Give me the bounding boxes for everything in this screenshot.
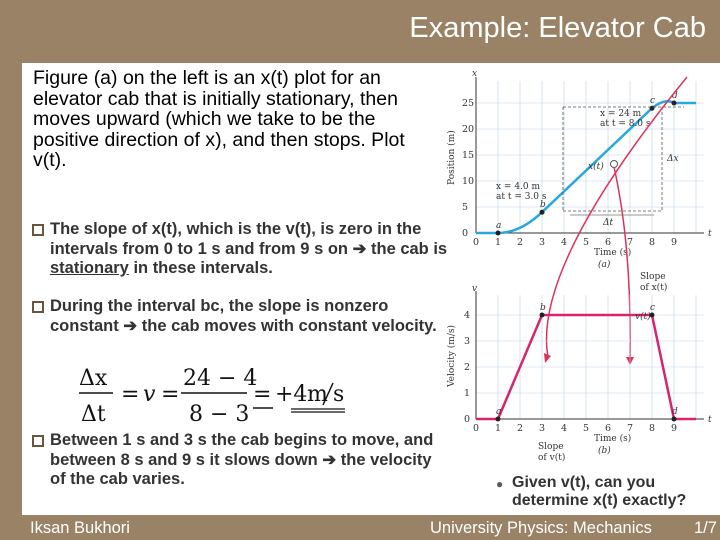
position-xlabel: Time (s)	[594, 248, 632, 258]
xt-label: x(t)	[588, 162, 604, 172]
point-marker	[540, 313, 545, 318]
slope-label-top: Slope	[640, 272, 666, 282]
position-graph	[446, 69, 712, 270]
intro-text: Figure (a) on the left is an x(t) plot for an elevator cab that is initially stationary, then moves upward (which we take to be the positive direction of x), and then stops. Plot v(t).	[33, 67, 405, 171]
xtick-label: 6	[605, 423, 612, 434]
checkbox-bullet-icon	[32, 301, 44, 313]
xtick-label: 5	[583, 237, 590, 248]
point-label: a	[496, 221, 502, 231]
xtick-label: 5	[583, 423, 590, 434]
xtick-label: 2	[517, 423, 524, 434]
svg-text:8 − 3: 8 − 3	[189, 402, 250, 427]
position-caption: (a)	[598, 260, 611, 270]
footer-course: University Physics: Mechanics	[430, 519, 652, 537]
content-panel	[22, 63, 720, 515]
svg-text:Δt: Δt	[81, 402, 106, 427]
xtick-label: 0	[473, 423, 480, 434]
bullet-text: During the interval bc, the slope is nonzero constant ➔ the cab moves with constant velocity.	[50, 297, 437, 335]
xtick-label: 3	[539, 423, 546, 434]
svg-text:Δx: Δx	[79, 366, 108, 391]
ytick-label: 0	[464, 414, 471, 425]
axis-letter-t: t	[708, 415, 712, 425]
velocity-xlabel: Time (s)	[594, 434, 632, 444]
ytick-label: 1	[464, 388, 471, 399]
bullet-item	[30, 297, 450, 336]
velocity-equation	[77, 361, 357, 429]
point-label: c	[650, 96, 656, 107]
position-ylabel: Position (m)	[447, 130, 457, 185]
position-points	[496, 91, 679, 236]
point-label: c	[650, 303, 656, 313]
elevator-figure	[442, 67, 720, 475]
bullet-item	[30, 431, 435, 490]
velocity-ylabel: Velocity (m/s)	[447, 325, 457, 387]
svg-text:+4: +4	[275, 382, 308, 407]
ytick-label: 10	[462, 176, 475, 187]
annot-bottom-1: x = 4.0 m	[496, 182, 541, 192]
page-number: 1/7	[694, 519, 717, 537]
xtick-label: 8	[649, 237, 656, 248]
dx-label: Δx	[667, 154, 679, 164]
slope-label-top: of x(t)	[640, 283, 668, 293]
bullet-text: Between 1 s and 3 s the cab begins to move, and between 8 s and 9 s it slows down ➔ the velocity of the cab varies.	[50, 431, 434, 488]
vt-label: v(t)	[635, 312, 651, 322]
point-marker	[496, 417, 501, 422]
xtick-label: 6	[605, 237, 612, 248]
axis-letter-v: v	[472, 284, 478, 294]
point-label: d	[672, 407, 678, 417]
connector-arrow	[614, 167, 630, 361]
ytick-label: 5	[462, 202, 469, 213]
xtick-label: 1	[495, 237, 502, 248]
xtick-label: 2	[517, 237, 524, 248]
slope-label-bottom: Slope	[538, 442, 564, 452]
xtick-label: 9	[671, 237, 678, 248]
svg-text:v: v	[143, 382, 156, 407]
footer-author: Iksan Bukhori	[30, 519, 130, 537]
velocity-graph	[446, 284, 712, 463]
bullet-dot-icon: ●	[496, 477, 504, 491]
velocity-yticks	[464, 310, 470, 425]
xtick-label: 4	[561, 423, 568, 434]
point-label: b	[540, 303, 546, 313]
point-marker	[672, 417, 677, 422]
svg-text:=: =	[253, 382, 272, 407]
point-marker	[540, 210, 545, 215]
svg-text:24 − 4: 24 − 4	[183, 366, 258, 391]
annot-top-1: x = 24 m	[600, 109, 642, 119]
ytick-label: 4	[464, 310, 471, 321]
xtick-label: 7	[627, 237, 634, 248]
bullet-item	[30, 220, 450, 279]
point-marker	[496, 231, 501, 236]
xtick-label: 7	[627, 423, 634, 434]
position-yticks	[462, 98, 474, 239]
ytick-label: 3	[464, 336, 471, 347]
question-bullet	[496, 474, 720, 510]
velocity-xticks	[473, 423, 677, 434]
xtick-label: 3	[539, 237, 546, 248]
question-text: Given v(t), can you determine x(t) exactly?	[512, 474, 687, 509]
bullet-text: The slope of x(t), which is the v(t), is zero in the intervals from 0 to 1 s and from 9 s on ➔ the cab is stationary in these intervals.	[50, 220, 448, 277]
xtick-label: 8	[649, 423, 656, 434]
ytick-label: 2	[464, 362, 471, 373]
checkbox-bullet-icon	[32, 435, 44, 447]
svg-text:s: s	[333, 382, 345, 407]
point-marker	[650, 106, 655, 111]
slide-title: Example: Elevator Cab	[409, 12, 706, 44]
dt-label: Δt	[603, 218, 614, 228]
point-marker	[672, 101, 677, 106]
annot-bottom-2: at t = 3.0 s	[496, 192, 547, 202]
ytick-label: 25	[462, 98, 475, 109]
velocity-caption: (b)	[598, 446, 611, 456]
svg-text:=: =	[161, 382, 180, 407]
slope-label-bottom: of v(t)	[538, 453, 566, 463]
xtick-label: 4	[561, 237, 568, 248]
svg-text:m: m	[307, 382, 328, 407]
ytick-label: 0	[462, 228, 469, 239]
xtick-label: 9	[671, 423, 678, 434]
checkbox-bullet-icon	[32, 224, 44, 236]
axis-letter-x: x	[472, 69, 478, 79]
point-label: a	[496, 407, 502, 417]
ytick-label: 20	[462, 124, 475, 135]
point-label: b	[540, 200, 546, 211]
axis-letter-t: t	[708, 229, 712, 239]
ytick-label: 15	[462, 150, 475, 161]
annot-top-2: at t = 8.0 s	[600, 119, 651, 129]
xtick-label: 0	[473, 237, 480, 248]
point-label: d	[672, 91, 678, 101]
intro-paragraph	[33, 68, 443, 171]
svg-text:=: =	[121, 382, 140, 407]
xtick-label: 1	[495, 423, 502, 434]
